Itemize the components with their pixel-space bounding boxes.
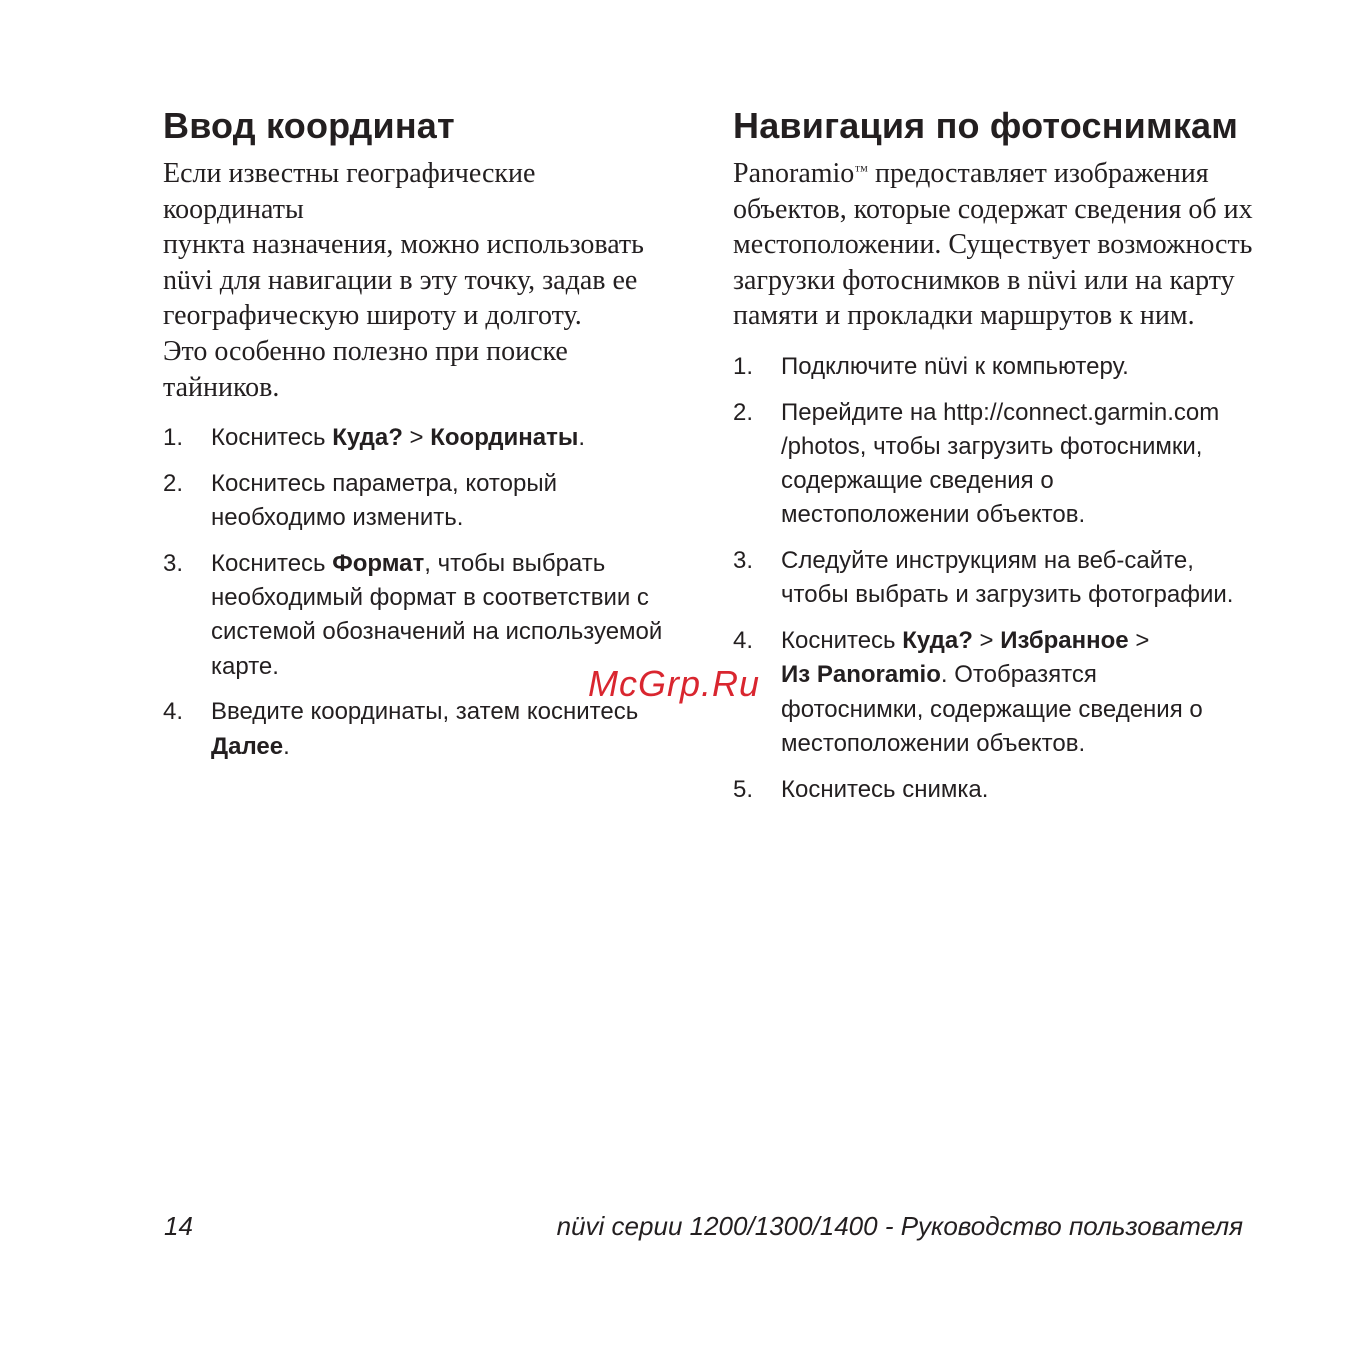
step-segment: карте. <box>211 652 279 680</box>
step-segment: чтобы выбрать и загрузить фотографии. <box>781 581 1234 609</box>
ui-command: Координаты <box>430 424 579 452</box>
step-item <box>733 350 1273 384</box>
step-number: 3. <box>163 549 184 577</box>
step-text <box>781 773 1273 807</box>
intro-line: Если известны географические координаты <box>163 158 536 225</box>
step-line <box>211 501 683 535</box>
intro-paragraph-coordinates <box>163 156 683 405</box>
step-segment: > <box>1128 627 1150 655</box>
intro-line: nüvi для навигации в эту точку, задав ее <box>163 264 638 296</box>
step-segment: Коснитесь снимка. <box>781 775 989 803</box>
step-line <box>781 624 1273 658</box>
intro-line: Это особенно полезно при поиске <box>163 335 568 367</box>
step-item <box>733 544 1273 612</box>
step-segment: необходимо изменить. <box>211 504 464 532</box>
intro-line: загрузки фотоснимков в nüvi или на карту <box>733 264 1235 296</box>
step-line <box>781 727 1273 761</box>
step-segment: содержащие сведения о <box>781 467 1054 495</box>
step-text <box>211 421 683 455</box>
step-text <box>781 396 1273 533</box>
step-segment: > <box>402 424 431 452</box>
ui-command: Куда? <box>902 627 973 655</box>
step-segment: Коснитесь <box>781 627 903 655</box>
right-column <box>733 100 1273 818</box>
steps-list-photos <box>733 350 1273 807</box>
step-line <box>781 430 1273 464</box>
step-number: 4. <box>733 627 754 655</box>
intro-line: объектов, которые содержат сведения об их <box>733 193 1253 225</box>
step-line <box>781 693 1273 727</box>
step-segment: Коснитесь <box>211 424 333 452</box>
step-number: 1. <box>733 352 754 380</box>
step-segment: Перейдите на http://connect.garmin.com <box>781 398 1220 426</box>
step-text <box>781 544 1273 612</box>
steps-list-coordinates <box>163 421 683 764</box>
step-segment: . <box>283 732 290 760</box>
section-heading-photos: Навигация по фотоснимкам <box>733 105 1239 146</box>
step-item <box>163 421 683 455</box>
step-segment: Введите координаты, затем коснитесь <box>211 698 639 726</box>
step-text <box>781 624 1273 761</box>
step-number: 1. <box>163 424 184 452</box>
ui-command: Куда? <box>332 424 403 452</box>
intro-line: географическую широту и долготу. <box>163 300 582 332</box>
step-number: 2. <box>733 398 754 426</box>
ui-command: Формат <box>332 549 425 577</box>
step-line <box>781 498 1273 532</box>
step-line <box>781 396 1273 430</box>
step-segment: системой обозначений на используемой <box>211 618 663 646</box>
step-segment: Коснитесь <box>211 549 333 577</box>
intro-first-line: Panoramio™ предоставляет изображения <box>733 158 1209 189</box>
intro-line: пункта назначения, можно использовать <box>163 229 644 261</box>
step-line <box>781 464 1273 498</box>
step-line <box>211 730 683 764</box>
step-segment: Коснитесь параметра, который <box>211 469 558 497</box>
step-number: 2. <box>163 469 184 497</box>
step-line <box>211 467 683 501</box>
step-segment: Следуйте инструкциям на веб-сайте, <box>781 547 1194 575</box>
intro-paragraph-photos <box>733 156 1273 334</box>
trademark-sign: ™ <box>854 164 869 179</box>
step-line <box>211 547 683 581</box>
intro-line: памяти и прокладки маршрутов к ним. <box>733 300 1195 332</box>
step-line <box>781 658 1273 692</box>
ui-command: Далее <box>211 732 284 760</box>
step-segment: местоположении объектов. <box>781 501 1086 529</box>
step-number: 4. <box>163 698 184 726</box>
step-line <box>211 421 683 455</box>
step-segment: . Отобразятся <box>940 661 1097 689</box>
watermark: McGrp.Ru <box>588 663 761 704</box>
step-segment: > <box>972 627 1001 655</box>
step-item <box>733 773 1273 807</box>
page-number: 14 <box>164 1211 193 1241</box>
brand-panoramio: Panoramio <box>733 158 855 189</box>
step-segment: фотоснимки, содержащие сведения о <box>781 695 1203 723</box>
step-text <box>211 467 683 535</box>
ui-command: Избранное <box>1000 627 1129 655</box>
step-line <box>781 544 1273 578</box>
step-line <box>781 773 1273 807</box>
intro-line: местоположении. Существует возможность <box>733 229 1253 261</box>
step-item <box>733 396 1273 533</box>
step-number: 3. <box>733 547 754 575</box>
step-segment: необходимый формат в соответствии с <box>211 584 649 612</box>
step-line <box>781 578 1273 612</box>
step-item <box>733 624 1273 761</box>
step-item <box>163 467 683 535</box>
step-number: 5. <box>733 775 754 803</box>
step-line <box>781 350 1273 384</box>
section-heading-coordinates: Ввод координат <box>163 105 455 146</box>
step-line <box>211 615 683 649</box>
step-segment: /photos, чтобы загрузить фотоснимки, <box>781 432 1203 460</box>
step-segment: . <box>578 424 586 452</box>
step-segment: Подключите nüvi к компьютеру. <box>781 352 1129 380</box>
step-segment: , чтобы выбрать <box>424 549 606 577</box>
ui-command: Из Panoramio <box>781 661 941 689</box>
step-line <box>211 581 683 615</box>
manual-title: nüvi серии 1200/1300/1400 - Руководство пользователя <box>556 1211 1243 1241</box>
step-segment: местоположении объектов. <box>781 729 1086 757</box>
intro-line: тайников. <box>163 371 280 403</box>
step-text <box>781 350 1273 384</box>
